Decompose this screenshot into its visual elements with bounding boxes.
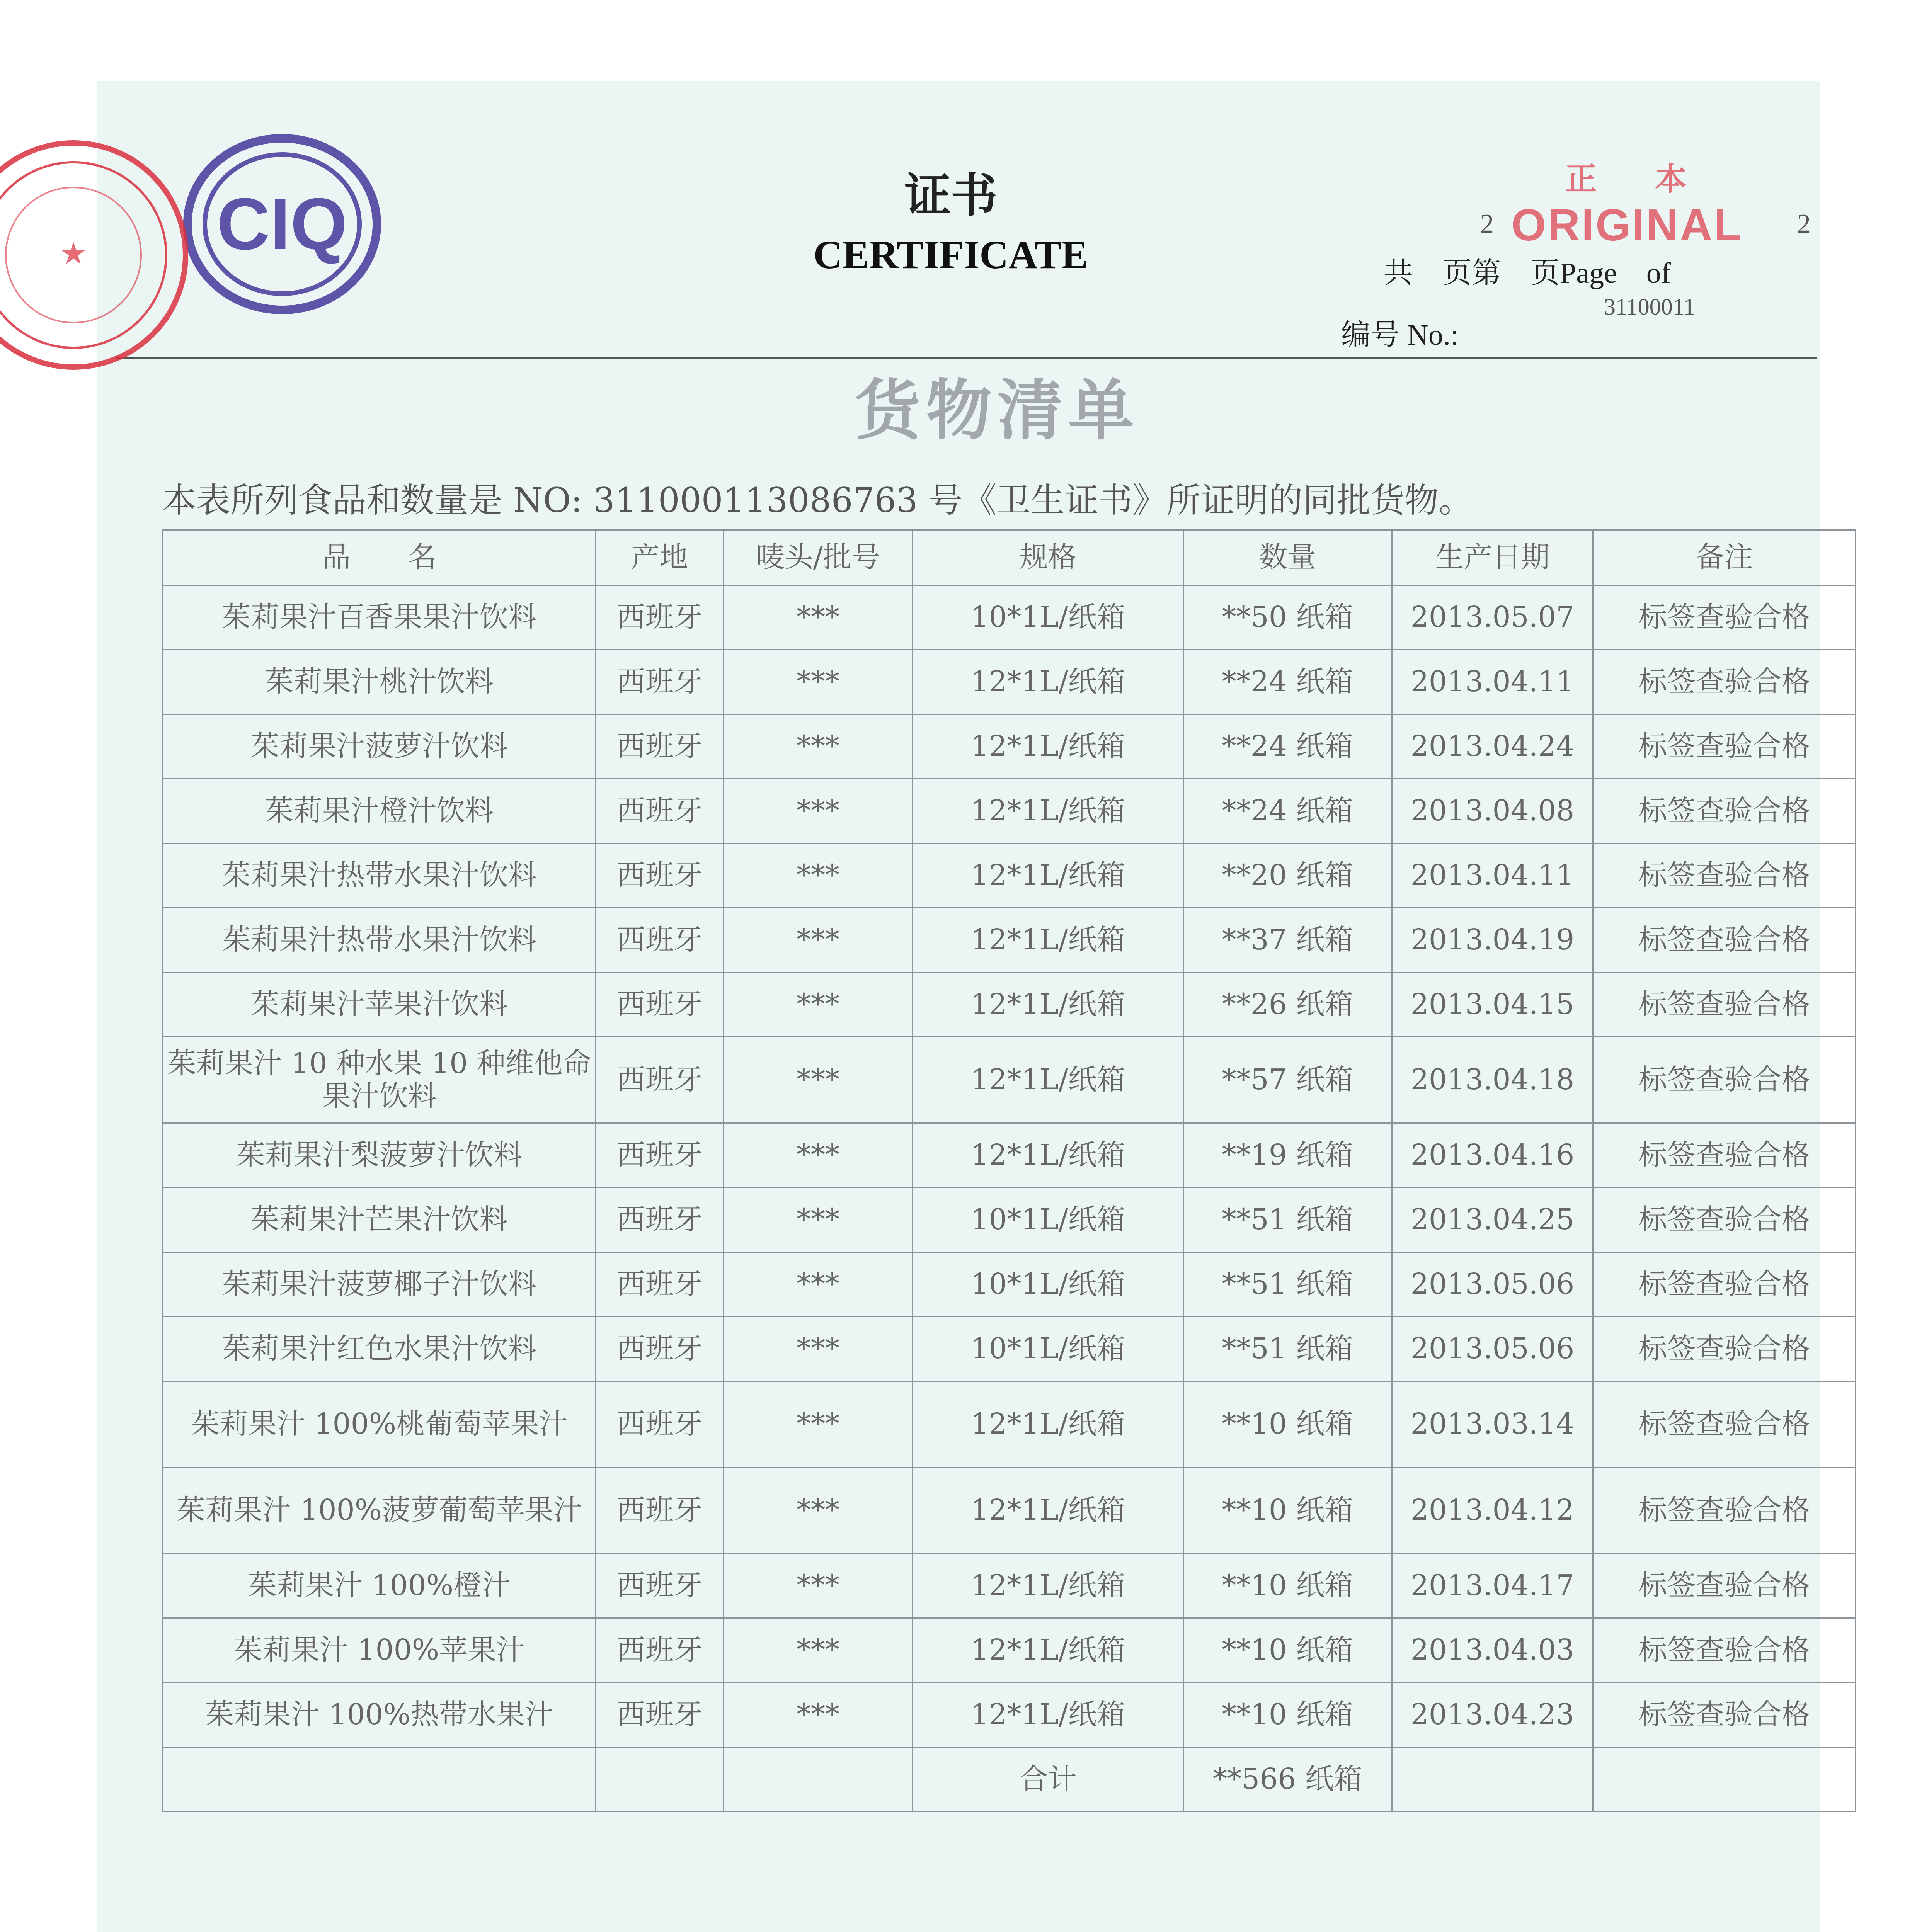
mark-batch-cell: *** [724, 1252, 913, 1317]
quantity-cell: **51 纸箱 [1183, 1317, 1392, 1381]
ciq-logo-text: CIQ [217, 183, 347, 265]
goods-table-body [163, 585, 1856, 1812]
origin-cell: 西班牙 [596, 714, 724, 779]
table-row [163, 1618, 1856, 1683]
table-row [163, 585, 1856, 650]
quantity-cell: **37 纸箱 [1183, 908, 1392, 973]
column-header: 品 名 [163, 530, 596, 585]
mark-batch-cell: *** [724, 1618, 913, 1683]
spec-cell: 12*1L/纸箱 [913, 1683, 1183, 1747]
quantity-cell: **10 纸箱 [1183, 1381, 1392, 1468]
origin-cell: 西班牙 [596, 1252, 724, 1317]
spec-cell: 12*1L/纸箱 [913, 973, 1183, 1037]
remark-cell: 标签查验合格 [1593, 1252, 1856, 1317]
certificate-number-label: 编号 No.: [1341, 319, 1459, 351]
product-name-cell: 茱莉果汁热带水果汁饮料 [163, 844, 596, 908]
table-row [163, 844, 1856, 908]
product-name-cell: 茱莉果汁热带水果汁饮料 [163, 908, 596, 973]
mark-batch-cell: *** [724, 908, 913, 973]
quantity-cell: **24 纸箱 [1183, 714, 1392, 779]
total-row-empty [596, 1747, 724, 1812]
production-date-cell: 2013.04.03 [1392, 1618, 1593, 1683]
column-header: 数量 [1183, 530, 1392, 585]
origin-cell: 西班牙 [596, 1683, 724, 1747]
quantity-cell: **57 纸箱 [1183, 1037, 1392, 1123]
quantity-cell: **10 纸箱 [1183, 1554, 1392, 1618]
table-row [163, 908, 1856, 973]
original-mark-en: ORIGINAL [1511, 200, 1743, 250]
product-name-cell: 茱莉果汁橙汁饮料 [163, 779, 596, 844]
column-header: 规格 [913, 530, 1183, 585]
total-label: 合计 [913, 1747, 1183, 1812]
production-date-cell: 2013.04.12 [1392, 1468, 1593, 1554]
table-row [163, 714, 1856, 779]
mark-batch-cell: *** [724, 1381, 913, 1468]
top-left-seal [0, 135, 193, 375]
production-date-cell: 2013.04.08 [1392, 779, 1593, 844]
certificate-number: 31100011 [1604, 294, 1695, 320]
quantity-cell: **19 纸箱 [1183, 1123, 1392, 1188]
production-date-cell: 2013.04.11 [1392, 844, 1593, 908]
table-row [163, 1554, 1856, 1618]
production-date-cell: 2013.03.14 [1392, 1381, 1593, 1468]
remark-cell: 标签查验合格 [1593, 1188, 1856, 1252]
table-header-row [163, 530, 1856, 585]
column-header: 产地 [596, 530, 724, 585]
remark-cell: 标签查验合格 [1593, 650, 1856, 714]
table-row [163, 1188, 1856, 1252]
remark-cell: 标签查验合格 [1593, 908, 1856, 973]
production-date-cell: 2013.04.23 [1392, 1683, 1593, 1747]
remark-cell: 标签查验合格 [1593, 1123, 1856, 1188]
product-name-cell: 茱莉果汁 100%热带水果汁 [163, 1683, 596, 1747]
product-name-cell: 茱莉果汁 10 种水果 10 种维他命果汁饮料 [163, 1037, 596, 1123]
table-row [163, 1037, 1856, 1123]
product-name-cell: 茱莉果汁红色水果汁饮料 [163, 1317, 596, 1381]
origin-cell: 西班牙 [596, 1468, 724, 1554]
total-row-empty [1593, 1747, 1856, 1812]
mark-batch-cell: *** [724, 1188, 913, 1252]
mark-batch-cell: *** [724, 1317, 913, 1381]
quantity-cell: **10 纸箱 [1183, 1618, 1392, 1683]
mark-batch-cell: *** [724, 779, 913, 844]
origin-cell: 西班牙 [596, 1317, 724, 1381]
quantity-cell: **24 纸箱 [1183, 650, 1392, 714]
production-date-cell: 2013.05.07 [1392, 585, 1593, 650]
product-name-cell: 茱莉果汁菠萝椰子汁饮料 [163, 1252, 596, 1317]
svg-text:★: ★ [61, 237, 86, 269]
mark-batch-cell: *** [724, 714, 913, 779]
origin-cell: 西班牙 [596, 1123, 724, 1188]
product-name-cell: 茱莉果汁 100%橙汁 [163, 1554, 596, 1618]
mark-batch-cell: *** [724, 973, 913, 1037]
origin-cell: 西班牙 [596, 1618, 724, 1683]
table-row [163, 650, 1856, 714]
remark-cell: 标签查验合格 [1593, 1468, 1856, 1554]
remark-cell: 标签查验合格 [1593, 1317, 1856, 1381]
remark-cell: 标签查验合格 [1593, 973, 1856, 1037]
spec-cell: 12*1L/纸箱 [913, 1037, 1183, 1123]
product-name-cell: 茱莉果汁 100%苹果汁 [163, 1618, 596, 1683]
production-date-cell: 2013.04.25 [1392, 1188, 1593, 1252]
column-header: 备注 [1593, 530, 1856, 585]
page-current: 2 [1480, 209, 1494, 239]
remark-cell: 标签查验合格 [1593, 585, 1856, 650]
remark-cell: 标签查验合格 [1593, 1618, 1856, 1683]
table-row [163, 1252, 1856, 1317]
spec-cell: 10*1L/纸箱 [913, 1188, 1183, 1252]
production-date-cell: 2013.04.11 [1392, 650, 1593, 714]
production-date-cell: 2013.05.06 [1392, 1252, 1593, 1317]
spec-cell: 12*1L/纸箱 [913, 1468, 1183, 1554]
quantity-cell: **26 纸箱 [1183, 973, 1392, 1037]
remark-cell: 标签查验合格 [1593, 1037, 1856, 1123]
total-row [163, 1747, 1856, 1812]
production-date-cell: 2013.04.15 [1392, 973, 1593, 1037]
origin-cell: 西班牙 [596, 908, 724, 973]
production-date-cell: 2013.04.18 [1392, 1037, 1593, 1123]
product-name-cell: 茱莉果汁梨菠萝汁饮料 [163, 1123, 596, 1188]
mark-batch-cell: *** [724, 1554, 913, 1618]
table-row [163, 1381, 1856, 1468]
table-row [163, 1317, 1856, 1381]
product-name-cell: 茱莉果汁 100%菠萝葡萄苹果汁 [163, 1468, 596, 1554]
column-header: 生产日期 [1392, 530, 1593, 585]
remark-cell: 标签查验合格 [1593, 1554, 1856, 1618]
goods-table [162, 529, 1856, 1812]
ciq-logo [182, 133, 383, 315]
table-row [163, 973, 1856, 1037]
mark-batch-cell: *** [724, 1037, 913, 1123]
origin-cell: 西班牙 [596, 973, 724, 1037]
production-date-cell: 2013.04.16 [1392, 1123, 1593, 1188]
mark-batch-cell: *** [724, 1468, 913, 1554]
quantity-cell: **50 纸箱 [1183, 585, 1392, 650]
statement-line: 本表所列食品和数量是 NO: 311000113086763 号《卫生证书》所证明的同批货物。 [162, 480, 1473, 520]
product-name-cell: 茱莉果汁菠萝汁饮料 [163, 714, 596, 779]
quantity-cell: **10 纸箱 [1183, 1683, 1392, 1747]
certificate-title-cn: 证书 [904, 168, 997, 223]
table-row [163, 1123, 1856, 1188]
original-mark-cn: 正本 [1565, 160, 1745, 197]
product-name-cell: 茱莉果汁桃汁饮料 [163, 650, 596, 714]
production-date-cell: 2013.04.19 [1392, 908, 1593, 973]
quantity-cell: **20 纸箱 [1183, 844, 1392, 908]
total-row-empty [724, 1747, 913, 1812]
spec-cell: 10*1L/纸箱 [913, 1252, 1183, 1317]
spec-cell: 12*1L/纸箱 [913, 908, 1183, 973]
mark-batch-cell: *** [724, 1123, 913, 1188]
goods-list-title: 货物清单 [855, 372, 1139, 449]
spec-cell: 12*1L/纸箱 [913, 844, 1183, 908]
quantity-cell: **10 纸箱 [1183, 1468, 1392, 1554]
certificate-title-en: CERTIFICATE [813, 233, 1088, 277]
page-of-label: 共 页第 页Page of [1384, 257, 1671, 289]
remark-cell: 标签查验合格 [1593, 1683, 1856, 1747]
spec-cell: 10*1L/纸箱 [913, 1317, 1183, 1381]
production-date-cell: 2013.04.24 [1392, 714, 1593, 779]
product-name-cell: 茱莉果汁芒果汁饮料 [163, 1188, 596, 1252]
spec-cell: 12*1L/纸箱 [913, 779, 1183, 844]
production-date-cell: 2013.04.17 [1392, 1554, 1593, 1618]
page-total: 2 [1797, 209, 1811, 239]
mark-batch-cell: *** [724, 1683, 913, 1747]
mark-batch-cell: *** [724, 585, 913, 650]
spec-cell: 10*1L/纸箱 [913, 585, 1183, 650]
origin-cell: 西班牙 [596, 1381, 724, 1468]
remark-cell: 标签查验合格 [1593, 779, 1856, 844]
table-row [163, 1468, 1856, 1554]
table-row [163, 779, 1856, 844]
origin-cell: 西班牙 [596, 650, 724, 714]
total-value: **566 纸箱 [1183, 1747, 1392, 1812]
table-row [163, 1683, 1856, 1747]
spec-cell: 12*1L/纸箱 [913, 1381, 1183, 1468]
product-name-cell: 茱莉果汁 100%桃葡萄苹果汁 [163, 1381, 596, 1468]
origin-cell: 西班牙 [596, 1037, 724, 1123]
quantity-cell: **24 纸箱 [1183, 779, 1392, 844]
remark-cell: 标签查验合格 [1593, 844, 1856, 908]
origin-cell: 西班牙 [596, 585, 724, 650]
mark-batch-cell: *** [724, 844, 913, 908]
quantity-cell: **51 纸箱 [1183, 1252, 1392, 1317]
product-name-cell: 茱莉果汁百香果果汁饮料 [163, 585, 596, 650]
origin-cell: 西班牙 [596, 1554, 724, 1618]
spec-cell: 12*1L/纸箱 [913, 650, 1183, 714]
total-row-empty [1392, 1747, 1593, 1812]
total-row-empty [163, 1747, 596, 1812]
spec-cell: 12*1L/纸箱 [913, 1123, 1183, 1188]
mark-batch-cell: *** [724, 650, 913, 714]
spec-cell: 12*1L/纸箱 [913, 1554, 1183, 1618]
product-name-cell: 茱莉果汁苹果汁饮料 [163, 973, 596, 1037]
quantity-cell: **51 纸箱 [1183, 1188, 1392, 1252]
remark-cell: 标签查验合格 [1593, 1381, 1856, 1468]
origin-cell: 西班牙 [596, 844, 724, 908]
column-header: 唛头/批号 [724, 530, 913, 585]
remark-cell: 标签查验合格 [1593, 714, 1856, 779]
origin-cell: 西班牙 [596, 779, 724, 844]
spec-cell: 12*1L/纸箱 [913, 714, 1183, 779]
origin-cell: 西班牙 [596, 1188, 724, 1252]
production-date-cell: 2013.05.06 [1392, 1317, 1593, 1381]
spec-cell: 12*1L/纸箱 [913, 1618, 1183, 1683]
